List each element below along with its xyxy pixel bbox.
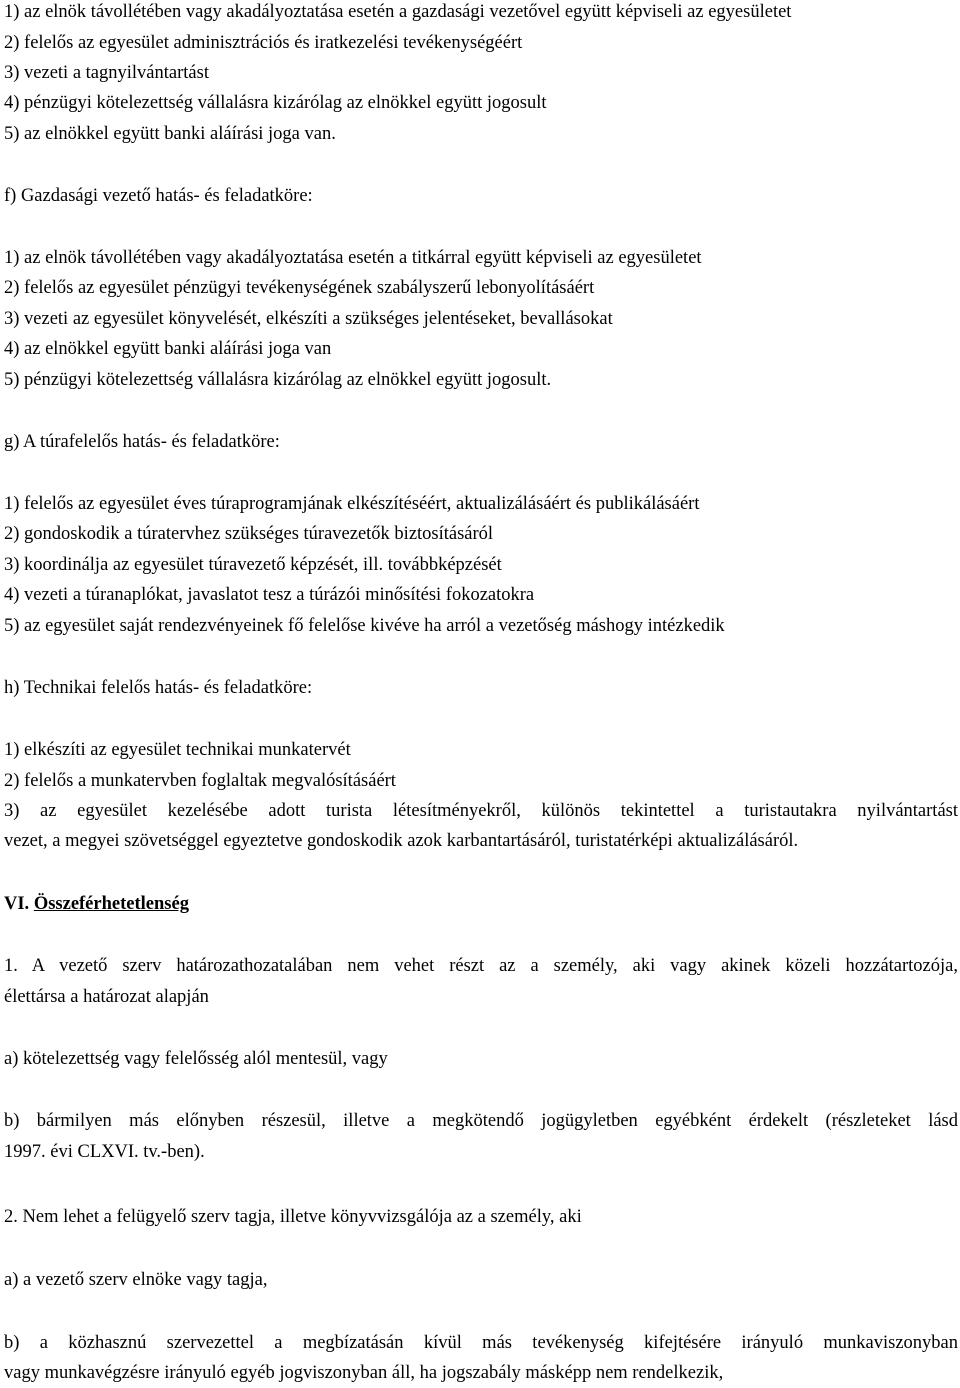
- list-item: 2) felelős a munkatervben foglaltak megvalósításáért: [4, 771, 396, 791]
- list-item: 3) koordinálja az egyesület túravezető képzését, ill. továbbképzését: [4, 555, 502, 575]
- list-item: 3) vezeti a tagnyilvántartást: [4, 63, 209, 83]
- list-item: 2) felelős az egyesület pénzügyi tevékenységének szabályszerű lebonyolításáért: [4, 278, 595, 298]
- list-item: 1) az elnök távollétében vagy akadályoztatása esetén a gazdasági vezetővel együtt képviseli az egyesületet: [4, 2, 792, 22]
- paragraph-line: a) kötelezettség vagy felelősség alól mentesül, vagy: [4, 1049, 388, 1069]
- chapter-heading: [4, 889, 189, 919]
- section-heading: f) Gazdasági vezető hatás- és feladatköre:: [4, 186, 313, 206]
- list-item: 1) elkészíti az egyesület technikai munkatervét: [4, 740, 351, 760]
- paragraph-line: b) bármilyen más előnyben részesül, illetve a megkötendő jogügyletben egyébként érdekelt (részleteket lásd: [4, 1111, 958, 1131]
- list-item: 2) gondoskodik a túratervhez szükséges túravezetők biztosításáról: [4, 524, 494, 544]
- section-heading: h) Technikai felelős hatás- és feladatköre:: [4, 678, 313, 698]
- list-item: 4) pénzügyi kötelezettség vállalásra kizárólag az elnökkel együtt jogosult: [4, 93, 547, 113]
- paragraph-line: b) a közhasznú szervezettel a megbízatásán kívül más tevékenység kifejtésére irányuló munkaviszonyban: [4, 1333, 958, 1353]
- list-item: 5) az egyesület saját rendezvényeinek fő felelőse kivéve ha arról a vezetőség máshogy intézkedik: [4, 616, 725, 636]
- list-item: 1) felelős az egyesület éves túraprogramjának elkészítéséért, aktualizálásáért és publikálásáért: [4, 494, 700, 514]
- list-item-line: 3) az egyesület kezelésébe adott turista létesítményekről, különös tekintettel a turistautakra nyilvántartást: [4, 801, 958, 821]
- section-heading: g) A túrafelelős hatás- és feladatköre:: [4, 432, 280, 452]
- list-item: 5) pénzügyi kötelezettség vállalásra kizárólag az elnökkel együtt jogosult.: [4, 370, 552, 390]
- paragraph-line: a) a vezető szerv elnöke vagy tagja,: [4, 1270, 268, 1290]
- list-item-line: vezet, a megyei szövetséggel egyeztetve gondoskodik azok karbantartásáról, turistatérképi aktualizálásáról.: [4, 831, 799, 851]
- paragraph-line: élettársa a határozat alapján: [4, 987, 209, 1007]
- chapter-title: Összeférhetetlenség: [33, 894, 189, 914]
- paragraph-line: vagy munkavégzésre irányuló egyéb jogviszonyban áll, ha jogszabály másképp nem rendelkezik,: [4, 1363, 724, 1383]
- paragraph-line: 1. A vezető szerv határozathozatalában nem vehet részt az a személy, aki vagy akinek közeli hozzátartozója,: [4, 956, 958, 976]
- paragraph-line: 1997. évi CLXVI. tv.-ben).: [4, 1142, 205, 1162]
- chapter-number: VI.: [4, 894, 30, 914]
- list-item: 4) vezeti a túranaplókat, javaslatot tesz a túrázói minősítési fokozatokra: [4, 585, 535, 605]
- list-item: 1) az elnök távollétében vagy akadályoztatása esetén a titkárral együtt képviseli az egyesületet: [4, 248, 702, 268]
- list-item: 4) az elnökkel együtt banki aláírási joga van: [4, 339, 332, 359]
- list-item: 3) vezeti az egyesület könyvelését, elkészíti a szükséges jelentéseket, bevallásokat: [4, 309, 613, 329]
- list-item: 2) felelős az egyesület adminisztrációs és iratkezelési tevékenységéért: [4, 33, 523, 53]
- paragraph-line: 2. Nem lehet a felügyelő szerv tagja, illetve könyvvizsgálója az a személy, aki: [4, 1207, 582, 1227]
- list-item: 5) az elnökkel együtt banki aláírási joga van.: [4, 124, 336, 144]
